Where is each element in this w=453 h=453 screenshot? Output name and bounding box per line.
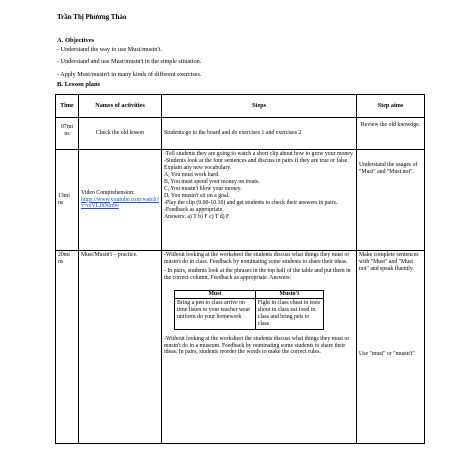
row3-aim-top: Make complete sentences with "Must" and "Must not" and speak fluently. — [359, 252, 419, 272]
row2-activity — [79, 150, 162, 251]
header-time: Time — [56, 95, 79, 118]
row2-step-8: -Feedback as appropriate. — [164, 206, 224, 213]
row1-aim: Review the old knowdge. — [357, 118, 425, 150]
row1-activity: Check the old lesson — [79, 118, 162, 150]
table-header-row — [56, 95, 425, 118]
row2-step-7: -Play the clip (9.00-10.10) and get students to check their answers in pairs. — [164, 199, 338, 206]
section-objectives-heading: A. Objectives — [57, 37, 95, 44]
row2-step-1: -Tell students they are going to watch a short clip about how to grow your money. — [164, 151, 354, 157]
mustnt-header: Mustn't — [255, 290, 323, 298]
objective-line-1: - Understand the way to use Must/mustn't. — [57, 46, 162, 53]
must-cell: Bring a pen to class arrive on time listen to your teacher wear uniform do your homework — [175, 298, 256, 329]
row2-step-2: -Students look at the four sentences and discuss in pairs if they are true or false. Explain any new vocabulary. — [164, 157, 349, 171]
lesson-plan-table — [55, 94, 425, 444]
author-name: Trần Thị Phương Thảo — [57, 13, 127, 21]
must-mustnt-table — [174, 290, 324, 330]
row3-step-2: - In pairs, students look at the phrases in the top half of the table and put them in the correct column. Feedback as appropriate. Answers: — [164, 267, 351, 281]
objective-line-3: - Apply Must/mustn't in many kinds of different exercises. — [57, 71, 202, 78]
row2-activity-text: Video Comprehension: — [81, 189, 135, 196]
header-steps: Steps — [162, 95, 357, 118]
row3-aim-bottom: Use "must" or "mustn't" — [359, 350, 415, 357]
table-row — [56, 118, 425, 150]
row3-activity: Must/Mustn't – practice. — [79, 251, 162, 444]
row2-time: 13mi ns — [56, 150, 79, 251]
table-row — [56, 150, 425, 251]
row1-steps: Students go to the board and do exercises 1 and exercises 2 — [162, 118, 357, 150]
row3-aim — [357, 251, 425, 444]
row2-aim: Understand the usages of "Must" and "Must not". — [357, 150, 425, 251]
row2-steps — [162, 150, 357, 251]
mustnt-cell: Fight in class cheat in tests shout in class eat food in class and bring pets to class — [255, 298, 323, 329]
row3-step-1: -Without looking at the worksheet the students discuss what things they must or mustn't do in class. Feedback by nominating some students to share their ideas. — [164, 252, 350, 265]
row2-step-9: Answers: a) T b) F c) T d) F — [164, 213, 230, 220]
row1-time: 07mi ns — [56, 118, 79, 150]
must-header: Must — [175, 290, 256, 298]
objective-line-2: - Understand and use Must/mustn't in the simple situation. — [57, 58, 202, 65]
row2-step-4: B, You must spend your money on treats. — [164, 178, 260, 185]
row2-step-6: D, You mustn't sit on a goal. — [164, 192, 230, 199]
header-aims: Step aims — [357, 95, 425, 118]
row2-step-5: C, You mustn't blow your money. — [164, 185, 242, 192]
youtube-link[interactable]: https://www.youtube.com/watch?v=rsVLJhNtn9o — [81, 196, 159, 210]
row3-steps — [162, 251, 357, 444]
section-lesson-plans-heading: B. Lesson plans — [57, 81, 101, 88]
header-activities: Names of activities — [79, 95, 162, 118]
row2-step-3: A, You must work hard. — [164, 171, 220, 178]
row3-time: 20mi ns — [56, 251, 79, 444]
row3-step-3: -Without looking at the worksheet the students discuss what things they must or mustn't do in a museum. Feedback by nominating some students to share their ideas. In pairs, students reorder the words to make the correct rules. — [164, 335, 350, 356]
table-row — [56, 251, 425, 444]
